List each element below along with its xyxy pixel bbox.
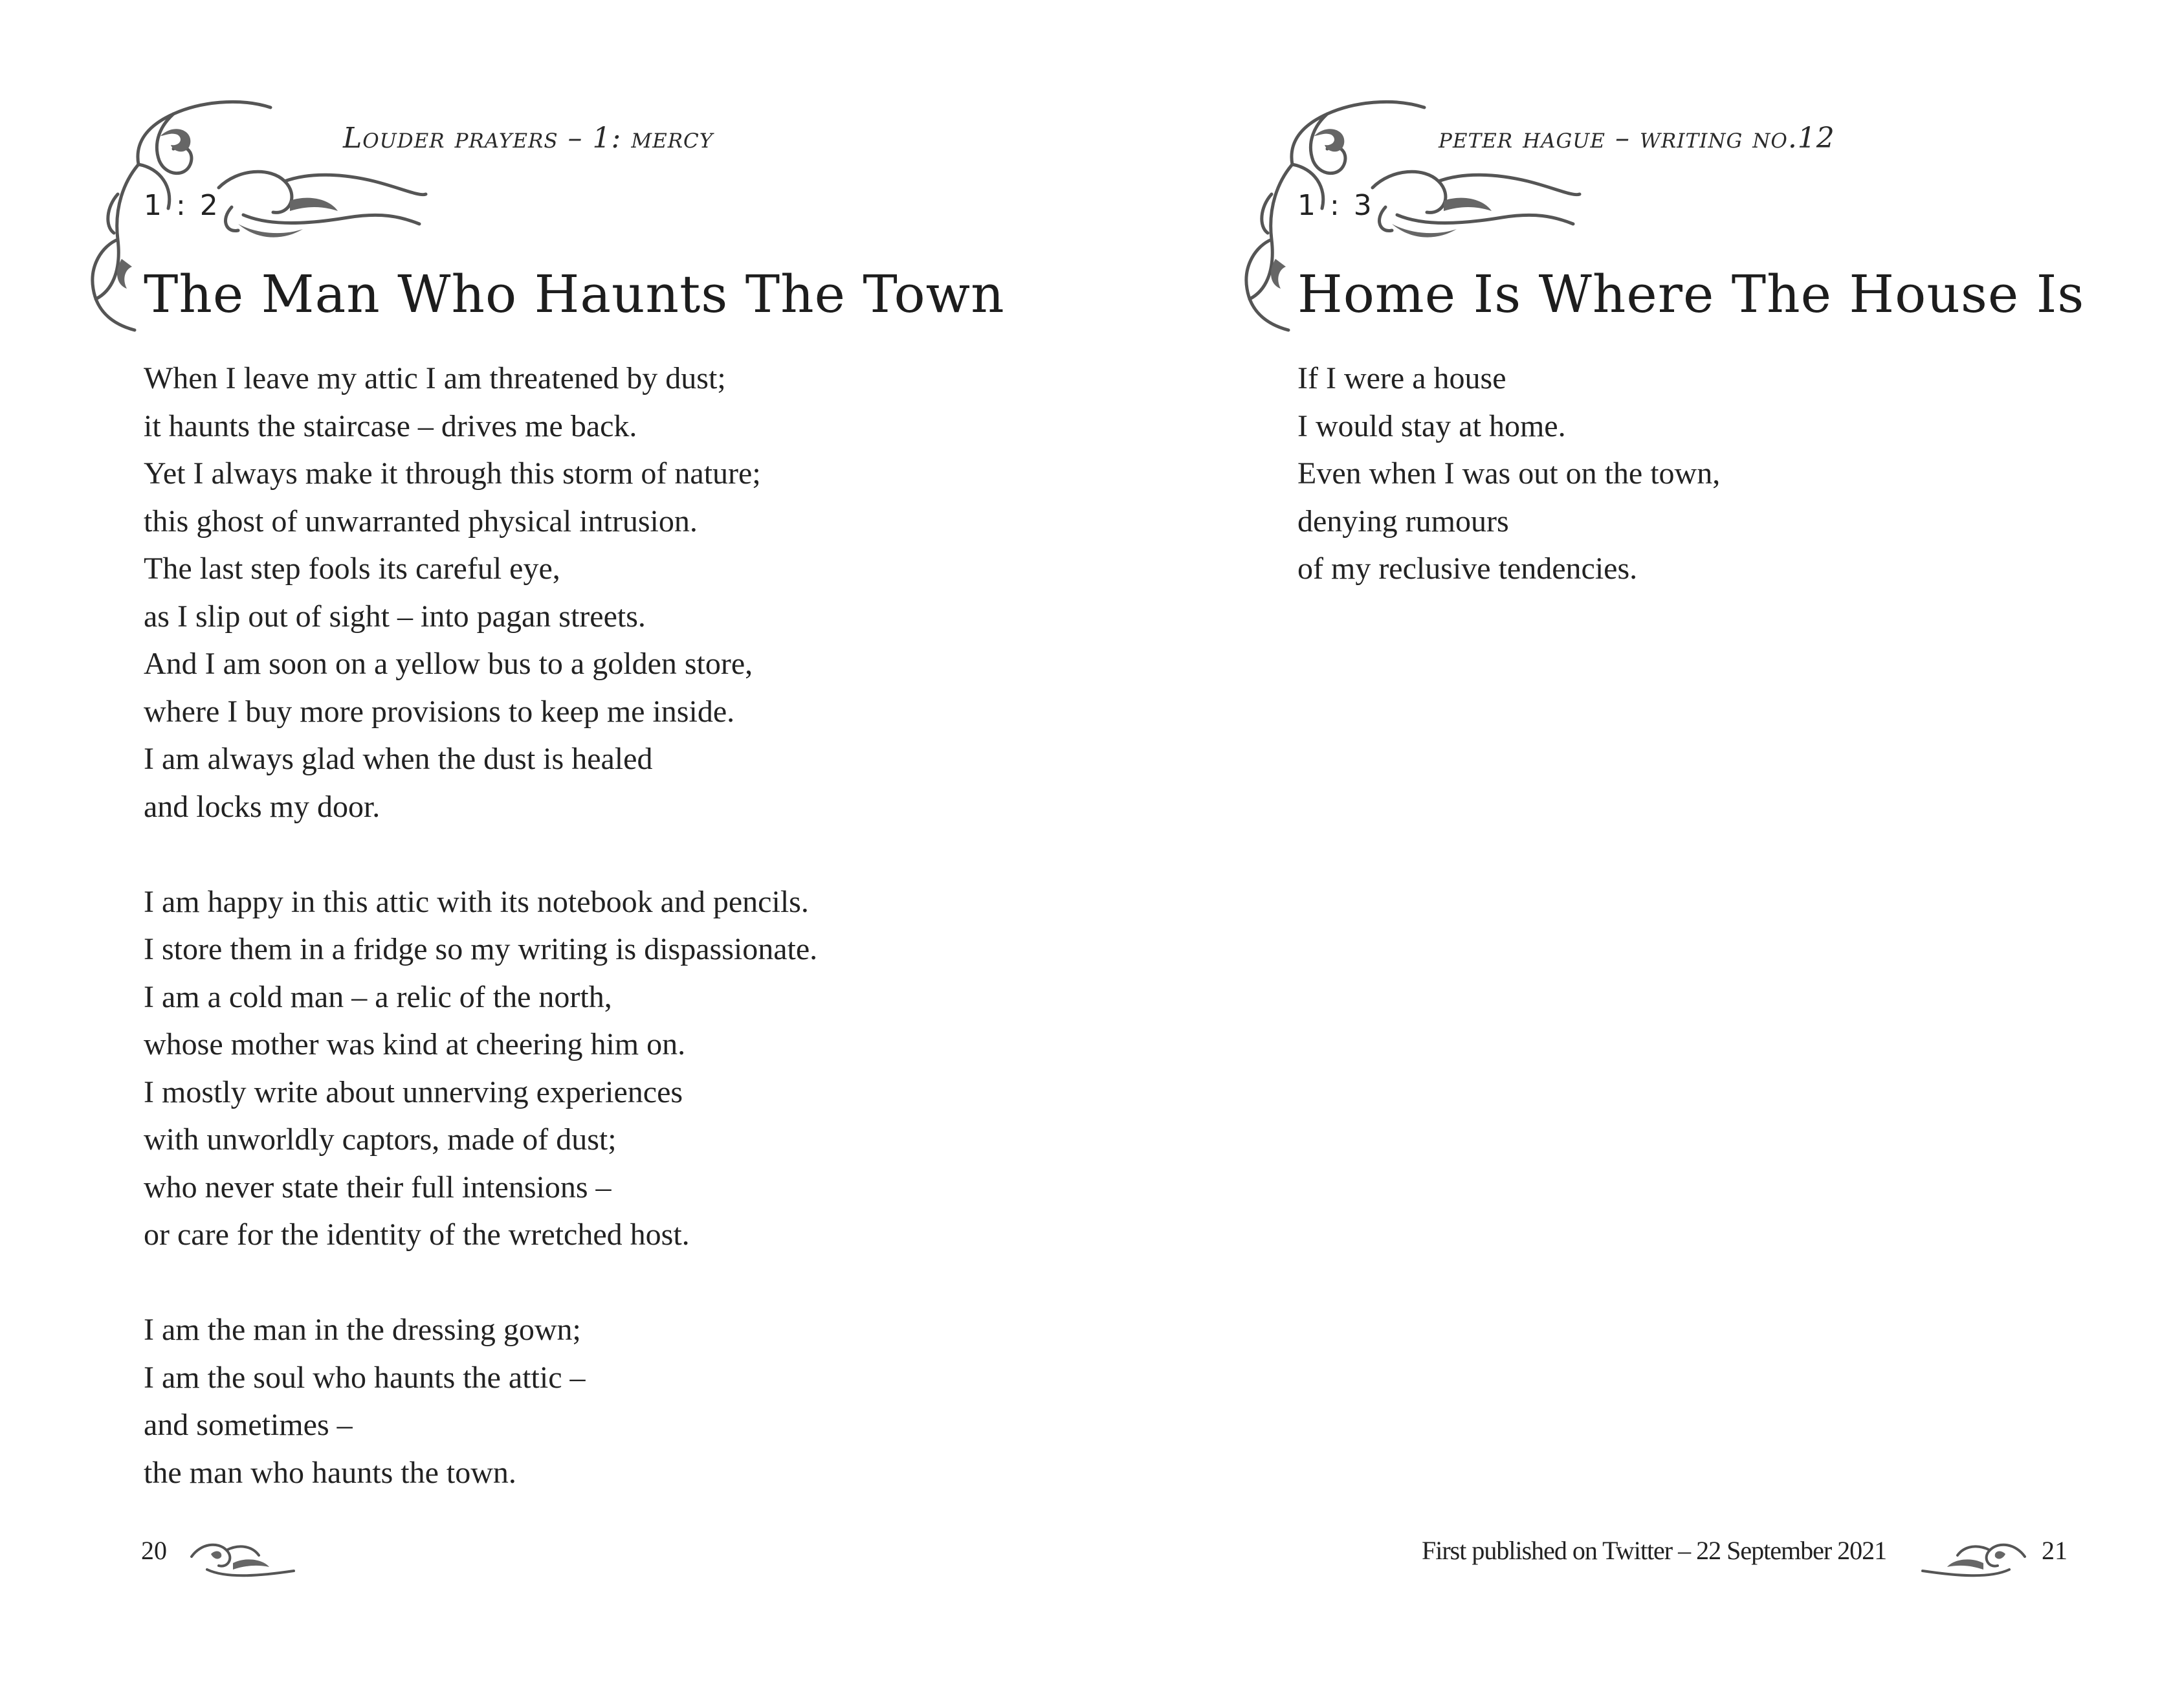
poem-line: with unworldly captors, made of dust; xyxy=(144,1122,617,1157)
poem-line: as I slip out of sight – into pagan streets. xyxy=(144,599,646,634)
page-number: 20 xyxy=(141,1536,167,1565)
poem-title: The Man Who Haunts The Town xyxy=(144,264,1005,324)
stanza xyxy=(144,1306,817,1496)
poem-line: Yet I always make it through this storm of nature; xyxy=(144,456,761,491)
poem-line: the man who haunts the town. xyxy=(144,1455,516,1490)
section-number: 1 : 3 xyxy=(1297,189,1374,222)
stanza xyxy=(1297,355,1720,593)
poem-line: If I were a house xyxy=(1297,361,1506,395)
poem-line: When I leave my attic I am threatened by dust; xyxy=(144,361,726,395)
poem-line: denying rumours xyxy=(1297,504,1509,539)
poem-line: who never state their full intensions – xyxy=(144,1170,612,1205)
poem-line: I am always glad when the dust is healed xyxy=(144,742,653,776)
poem-line: whose mother was kind at cheering him on. xyxy=(144,1027,686,1061)
poem-line: this ghost of unwarranted physical intrusion. xyxy=(144,504,698,539)
poem-body xyxy=(1297,355,1720,640)
poem-title: Home Is Where The House Is xyxy=(1297,264,2085,324)
poem-line: or care for the identity of the wretched host. xyxy=(144,1217,690,1252)
running-head: peter hague – writing no.12 xyxy=(1439,122,1835,155)
poem-line: of my reclusive tendencies. xyxy=(1297,551,1638,586)
poem-body xyxy=(144,355,817,1544)
flourish-footer-icon xyxy=(1919,1531,2029,1582)
poem-line: I am the man in the dressing gown; xyxy=(144,1313,581,1347)
publication-credit: First published on Twitter – 22 September 2021 xyxy=(1422,1536,1887,1565)
poem-line: it haunts the staircase – drives me back. xyxy=(144,408,637,443)
poem-line: I am a cold man – a relic of the north, xyxy=(144,979,612,1014)
poem-line: and sometimes – xyxy=(144,1408,353,1442)
stanza xyxy=(144,878,817,1259)
poem-line: where I buy more provisions to keep me inside. xyxy=(144,694,735,729)
poem-line: I am happy in this attic with its notebook and pencils. xyxy=(144,884,809,919)
section-number: 1 : 2 xyxy=(144,189,221,222)
flourish-footer-icon xyxy=(188,1531,298,1582)
poem-line: I am the soul who haunts the attic – xyxy=(144,1360,586,1395)
poem-line: And I am soon on a yellow bus to a golden store, xyxy=(144,647,753,681)
running-head: Louder prayers – 1: mercy xyxy=(343,122,714,155)
poem-line: I mostly write about unnerving experiences xyxy=(144,1074,683,1109)
poem-line: I would stay at home. xyxy=(1297,408,1566,443)
poem-line: Even when I was out on the town, xyxy=(1297,456,1721,491)
right-page xyxy=(1092,0,2183,1699)
poem-line: and locks my door. xyxy=(144,789,381,824)
poem-line: I store them in a fridge so my writing is dispassionate. xyxy=(144,932,818,966)
poem-line: The last step fools its careful eye, xyxy=(144,551,560,586)
page-number: 21 xyxy=(2042,1536,2068,1565)
stanza xyxy=(144,355,817,830)
